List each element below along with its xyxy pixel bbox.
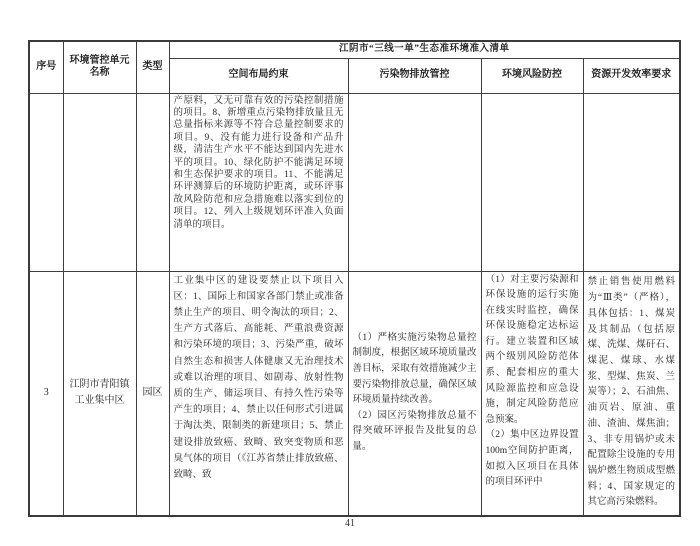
cell-spatial-3: 工业集中区的建设要禁止以下项目入区：1、国际上和国家各部门禁止或准备禁止生产的项目、明令淘汰的项目；2、生产方式落后、高能耗、严重浪费资源和污染环境的项目；3、污染严重，破坏自然生态和损害人体健康又无治理技术或难以治理的项目、如剧毒、放射性物质的生产、储运项目、有持久性污染等产生的项目；4、禁止以任何形式引进属于淘汰类、限制类的新建项目；5、禁止建设排放致癌、致畸、致突变物质和恶臭气体的项目（《江苏省禁止排放致癌、致畸、致: [169, 271, 348, 516]
cell-risk-cont: [481, 93, 583, 271]
header-resource-efficiency: 资源开发效率要求: [583, 58, 680, 93]
header-risk-prevention: 环境风险防控: [481, 58, 583, 93]
table-row-continuation: [29, 93, 680, 271]
cell-spatial-cont: 产原料，又无可靠有效的污染控制措施的项目。8、新增重点污染物排放量且无总量指标来源等不符合总量控制要求的项目。9、没有能力进行设备和产品升级，清洁生产水平不能达到国内先进水平的项目。10、绿化防护不能满足环境和生态保护要求的项目。11、不能满足环评测算后的环境防护距离，或环评事故风险防范和应急措施难以落实到位的项目。12、列入上级规划环评准入负面清单的项目。: [169, 93, 348, 271]
access-list-table: [28, 40, 681, 517]
cell-type-3: 园区: [136, 271, 169, 516]
page-number: 41: [345, 518, 355, 529]
cell-resource-cont: [583, 93, 680, 271]
table-row-3: [29, 271, 680, 516]
cell-unit-cont: [63, 93, 136, 271]
table-title: 江阴市“三线一单”生态准环境准入清单: [169, 41, 680, 58]
header-unit-name: 环境管控单元名称: [63, 41, 136, 93]
header-type: 类型: [136, 41, 169, 93]
cell-type-cont: [136, 93, 169, 271]
cell-unit-3: 江阴市青阳镇工业集中区: [63, 271, 136, 516]
header-spatial-constraint: 空间布局约束: [169, 58, 348, 93]
cell-risk-3: （1）对主要污染源和环保设施的运行实施在线实时监控，确保环保设施稳定达标运行。建立装置和区域两个级别风险防范体系、配套相应的重大风险源监控和应急设施，制定风险防范应急预案。 （2）集中区边界设置100m空间防护距离，如拟入区项目在具体的项目环评中: [481, 271, 583, 516]
cell-resource-3: 禁止销售使用燃料为“Ⅲ类”（严格），具体包括：1、煤炭及其制品（包括原煤、洗煤、煤矸石、煤泥、煤球、水煤浆、型煤、焦炭、兰炭等）；2、石油焦、油页岩、原油、重油、渣油、煤焦油；3、非专用锅炉或未配置除尘设施的专用锅炉燃生物质成型燃料；4、国家规定的其它高污染燃料。: [583, 271, 680, 516]
cell-seq-cont: [29, 93, 63, 271]
header-pollution-control: 污染物排放管控: [348, 58, 481, 93]
header-seq: 序号: [29, 41, 63, 93]
cell-pollution-cont: [348, 93, 481, 271]
cell-pollution-3: （1）严格实施污染物总量控制制度，根据区域环境质量改善目标，采取有效措施减少主要污染物排放总量，确保区域环境质量持续改善。 （2）园区污染物排放总量不得突破环评报告及批复的总量。: [348, 271, 481, 516]
header-row-1: [29, 41, 680, 58]
cell-seq-3: 3: [29, 271, 63, 516]
